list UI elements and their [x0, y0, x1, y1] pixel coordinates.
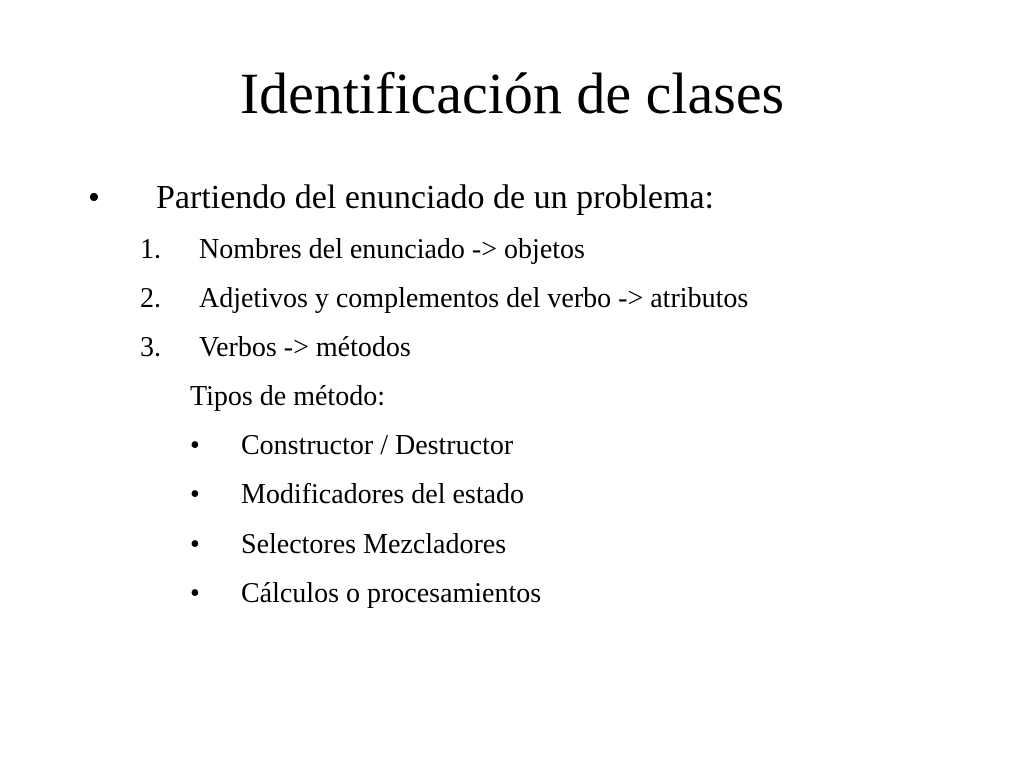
- method-type-item: [190, 576, 541, 612]
- numbered-item-3: [140, 330, 411, 366]
- slide-title: Identificación de clases: [239, 61, 785, 126]
- method-type-item: [190, 477, 524, 513]
- item-number: 2.: [140, 283, 161, 314]
- bullet-marker: •: [190, 479, 200, 510]
- method-type-item: [190, 428, 513, 464]
- main-bullet-item: [88, 176, 714, 220]
- item-text: Adjetivos y complementos del verbo -> atributos: [199, 283, 749, 314]
- method-type-item: [190, 527, 506, 563]
- method-type-text: Selectores Mezcladores: [241, 529, 507, 560]
- bullet-marker: •: [190, 529, 200, 560]
- bullet-marker: •: [190, 430, 200, 461]
- method-types-heading: Tipos de método:: [190, 381, 385, 412]
- main-bullet-text: Partiendo del enunciado de un problema:: [156, 179, 714, 216]
- item-number: 3.: [140, 332, 161, 363]
- bullet-marker: •: [88, 179, 100, 216]
- bullet-marker: •: [190, 578, 200, 609]
- numbered-item-2: [140, 281, 748, 317]
- item-text: Nombres del enunciado -> objetos: [199, 234, 585, 265]
- item-text: Verbos -> métodos: [199, 332, 411, 363]
- method-type-text: Modificadores del estado: [241, 479, 525, 510]
- item-number: 1.: [140, 234, 161, 265]
- method-type-text: Cálculos o procesamientos: [241, 578, 542, 609]
- method-type-text: Constructor / Destructor: [241, 430, 514, 461]
- numbered-item-1: [140, 232, 585, 268]
